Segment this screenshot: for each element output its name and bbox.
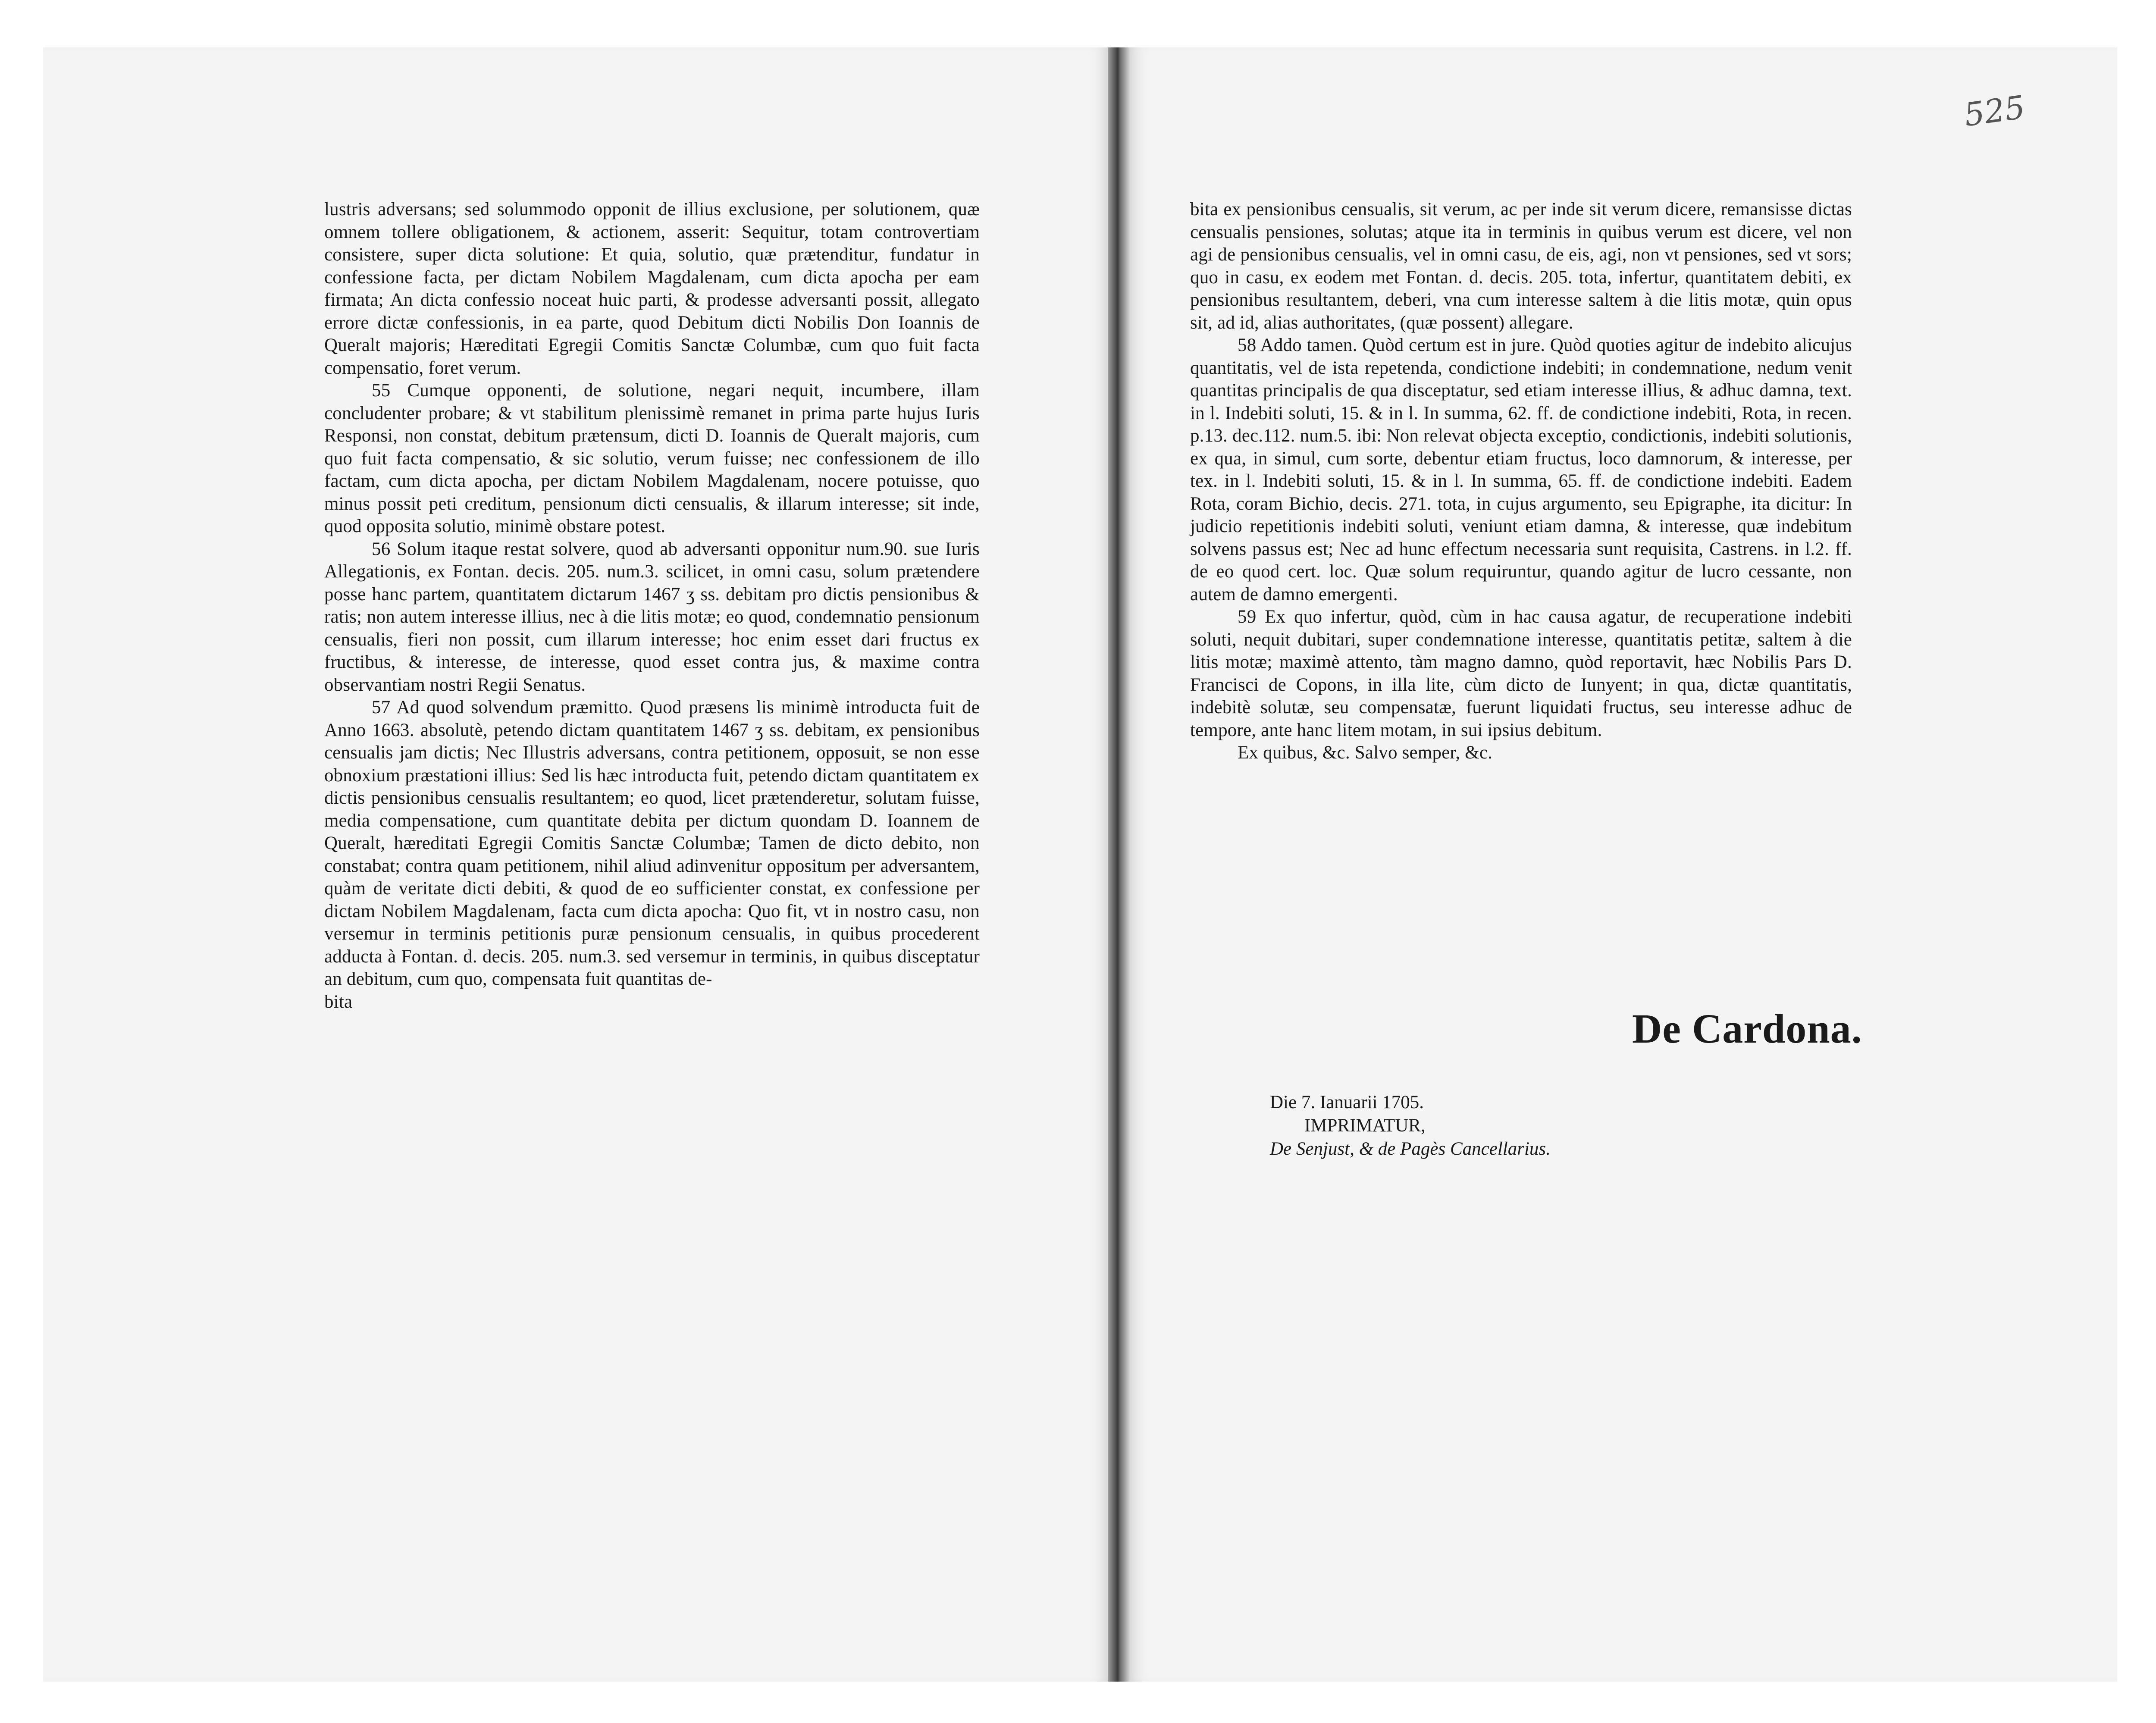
imprimatur-names: De Senjust, & de Pagès Cancellarius. bbox=[1270, 1139, 1551, 1159]
signature: De Cardona. bbox=[1632, 1006, 1862, 1052]
imprimatur-date: Die 7. Ianuarii 1705. bbox=[1270, 1092, 1424, 1112]
right-paragraph-continued: bita ex pensionibus censualis, sit verum, ac per inde sit verum dicere, remansisse dictas censualis pensiones, solutas; atque ita in terminis in quibus verum est dicere, vel non agi de pensionibus censualis, vel in omni casu, de eis, agi, non vt pensiones, sed vt sors; quo in casu, ex eodem met Fontan. d. decis. 205. tota, infertur, quantitatem debiti, ex pensionibus resultantem, deberi, vna cum interesse saltem à die litis motæ, quin opus sit, ad id, alias authoritates, (quæ possent) allegare. bbox=[1190, 199, 1852, 333]
handwritten-page-number: 525 bbox=[1962, 88, 2028, 134]
left-paragraph-57: 57 Ad quod solvendum præmitto. Quod præsens lis minimè introducta fuit de Anno 1663. absolutè, petendo dictam quantitatem 1467 ʒ ss. debitam, ex pensionibus censualis jam dictis; Nec Illustris adversans, contra petitionem, opposuit, se non esse obnoxium præstationi illius: Sed lis hæc introducta fuit, petendo dictam quantitatem ex dictis pensionibus censualis resultantem; eo quod, licet prætenderetur, solutam fuisse, media compensatione, cum quantitate debita per dictum quondam D. Ioannem de Queralt, hæreditati Egregii Comitis Sanctæ Columbæ; Tamen de dicto debito, non constabat; contra quam petitionem, nihil aliud adinvenitur oppositum per adversantem, quàm de veritate dicti debiti, & quod de eo sufficienter constat, ex confessione per dictam Nobilem Magdalenam, facta cum dicta apocha: Quo fit, vt in nostro casu, non versemur in terminis petitionis puræ pensionum censualis, in quibus procederent adducta à Fontan. d. decis. 205. num.3. sed versemur in terminis, in quibus disceptatur an debitum, cum quo, compensata fuit quantitas de- bbox=[324, 697, 980, 989]
right-paragraph-58: 58 Addo tamen. Quòd certum est in jure. Quòd quoties agitur de indebito alicujus quantitatis, vel de ista repetenda, condictione indebiti; in condemnatione, nedum venit quantitas principalis de qua disceptatur, sed etiam interesse illius, & adhuc damna, text. in l. Indebiti soluti, 15. & in l. In summa, 62. ff. de condictione indebiti, Rota, in recen. p.13. dec.112. num.5. ibi: Non relevat objecta exceptio, condictionis, indebiti solutionis, ex qua, in simul, cum sorte, debentur etiam fructus, loco damnorum, & interesse, per tex. in l. Indebiti soluti, 15. & in l. In summa, 65. ff. de condictione indebiti. Eadem Rota, coram Bichio, decis. 271. tota, in cujus argumento, seu Epigraphe, ita dicitur: In judicio repetitionis indebiti soluti, veniunt etiam damna, & interesse, quæ indebitum solvens passus est; Nec ad hunc effectum necessaria sunt requisita, Castrens. in l.2. ff. de eo quod cert. loc. Quæ solum requiruntur, quando agitur de lucro cessante, non autem de damno emergenti. bbox=[1190, 335, 1852, 605]
closing-formula: Ex quibus, &c. Salvo semper, &c. bbox=[1238, 742, 1493, 763]
imprimatur-block bbox=[1270, 1091, 1551, 1161]
left-page-text bbox=[324, 198, 980, 1013]
left-paragraph-continued: lustris adversans; sed solummodo opponit de illius exclusione, per solutionem, quæ omnem tollere obligationem, & actionem, asserit: Sequitur, totam controvertiam consistere, super dicta solutione: Et quia, solutio, quæ prætenditur, fundatur in confessione facta, per dictam Nobilem Magdalenam, cum dicta apocha per eam firmata; An dicta confessio noceat huic parti, & prodesse adversanti possit, allegato errore dictæ confessionis, in ea parte, quod Debitum dicti Nobilis Don Ioannis de Queralt majoris; Hæreditati Egregii Comitis Sanctæ Columbæ, cum quo fuit facta compensatio, foret verum. bbox=[324, 199, 980, 378]
left-paragraph-56: 56 Solum itaque restat solvere, quod ab adversanti opponitur num.90. sue Iuris Allegationis, ex Fontan. decis. 205. num.3. scilicet, in omni casu, solum prætendere posse hanc partem, quantitatem dictarum 1467 ʒ ss. debitam pro dictis pensionibus & ratis; non autem interesse illius, nec à die litis motæ; eo quod, condemnatio pensionum censualis, fieri non possit, cum illarum interesse; hoc enim esset dari fructus ex fructibus, & interesse, de interesse, quod esset contra jus, & maxime contra observantiam nostri Regii Senatus. bbox=[324, 539, 980, 695]
catchword: bita bbox=[324, 991, 353, 1012]
imprimatur-word: IMPRIMATUR, bbox=[1304, 1115, 1426, 1136]
left-paragraph-55: 55 Cumque opponenti, de solutione, negari nequit, incumbere, illam concludenter probare; & vt stabilitum plenissimè remanet in prima parte hujus Iuris Responsi, non constat, debitum prætensum, dicti D. Ioannis de Queralt majoris, cum quo fuit facta compensatio, & sic solutio, verum fuisse; nec confessionem de illo factam, cum dicta apocha, per dictam Nobilem Magdalenam, nocere potuisse, quo minus possit peti creditum, pensionum dicti censualis, & illarum interesse; sit inde, quod opposita solutio, minimè obstare potest. bbox=[324, 380, 980, 536]
right-paragraph-59: 59 Ex quo infertur, quòd, cùm in hac causa agatur, de recuperatione indebiti soluti, nequit dubitari, super condemnatione interesse, quantitatis petitæ, saltem à die litis motæ; maximè attento, tàm magno damno, quòd reportavit, hæc Nobilis Pars D. Francisci de Copons, in illa lite, cùm dicto de Iunyent; in qua, dictæ quantitatis, indebitè solutæ, seu compensatæ, fuerunt liquidati fructus, seu interesse adhuc de tempore, ante hanc litem motam, in sui ipsius debitum. bbox=[1190, 607, 1852, 740]
book-gutter bbox=[1108, 47, 1130, 1682]
right-page-text bbox=[1190, 198, 1852, 764]
